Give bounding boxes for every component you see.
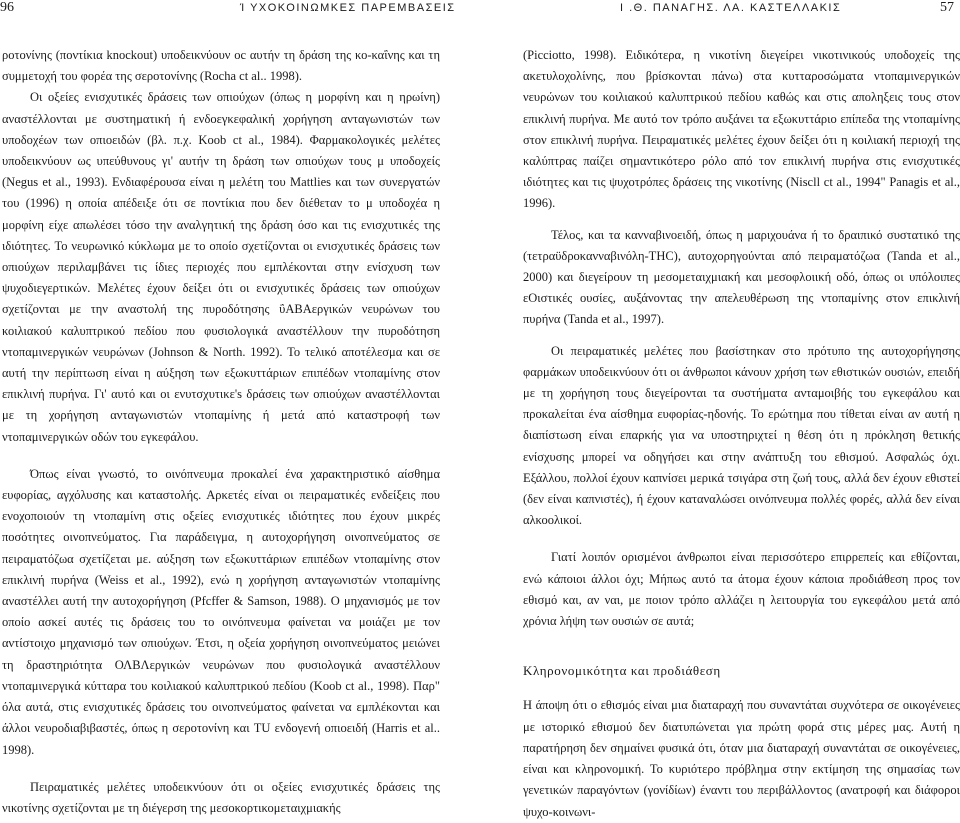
- left-paragraph-2: Οι οξείες ενισχυτικές δράσεις των οπιούχων (όπως η μορφίνη και η ηρωίνη) αναστέλλονται με συστηματική ή ενδοεγκεφαλική χορήγηση ανταγωνιστών των υποδοχέων των οπιοειδών (βλ. π.χ. Koob ct al., 1984). Φαρμακολογικές μελέτες υποδεικνύουν ως υπεύθυνους γι' αυτήν τη δράση των οπιούχων τους μ υποδοχείς (Negus et al., 1993). Ενδιαφέρουσα είναι η μελέτη του Mattlies και των συνεργατών του (1996) η οποία απέδειξε ότι σε ποντίκια που δεν διέθεταν το μ υποδοχέα η μορφίνη είχε απωλέσει τόσο την αναλγητική της δράση όσο και τις ενισχυτικές της ιδιότητες. Το νευρωνικό κύκλωμα με το οποίο σχετίζονται οι ενισχυτικές δράσεις των οπιούχων περιλαμβάνει τις ίδιες περιοχές που εμπλέκονται στην ενίσχυση των ψυχοδιεγερτικών. Μελέτες έχουν δείξει ότι οι ενισχυτικές δράσεις των οπιούχων σχετίζονται με την αναστολή της πυροδότησης ΰΑΒΑεργικών νευρώνων του κοιλιακού καλυπτρικού πεδίου που φυσιολογικά αναστέλλουν την πυροδότηση ντοπαμινεργικών νευρώνων (Johnson & North. 1992). Το τελικό αποτέλεσμα και σε αυτή την περίπτωση είναι η αύξηση των εξωκυττάριων επιπέδων ντοπαμίνης στον επικλινή πυρήνα. Γι' αυτό και οι ενυτσχυτικε's δράσεις των οπιούχων αναστέλλονται με τη χορήγηση ανταγωνιστών ντοπαμίνης ή μετά από καταστροφή των ντοπαμινεργικών οδών του εγκεφάλου.: [2, 90, 440, 444]
- section-heading: Κληρονομικότητα και προδιάθεση: [523, 663, 721, 679]
- running-title-right: Ι .Θ. ΠΑΝΑΓΗΣ. ΛΑ. ΚΑΣΤΕΛΛΑΚΙΣ: [620, 2, 842, 14]
- right-paragraph-1: (Picciotto, 1998). Ειδικότερα, η νικοτίνη διεγείρει νικοτινικούς υποδοχείς της ακετυλοχολίνης, που βρίσκονται πάνω) στα κυτταροσώματα ντοπαμινεργικών νευρώνων του κοιλιακού καλυπτρικού πεδίου καθώς και στις αποληξεις τους στον επικλινή πυρήνα. Με αυτό τον τρόπο αυξάνει τα εξωκυττάριο επίπεδα της ντοπαμίνης στον επικλινή πυρήνα. Πειραματικές μελέτες έχουν δείξει ότι η κοιλιακή περιοχή της καλύπτρας παίζει σημαντικότερο ρόλο από τον επικλινή πυρήνα στις ενισχυτικές ιδιότητες και τις ψυχοτρόπες δράσεις της νικοτίνης (Niscll ct al., 1994" Panagis et al., 1996).: [523, 48, 960, 211]
- running-title-left: Ί ΥΧΟΚΟΙΝΩΜΚΕΣ ΠΑΡΕΜΒΑΣΕΙΣ: [240, 2, 456, 14]
- left-column: [2, 45, 440, 819]
- page-number-left: 96: [0, 0, 14, 15]
- right-column: [523, 45, 960, 823]
- left-paragraph-1: ροτονίνης (ποντίκια knockout) υποδεικνύουν oc αυτήν τη δράση της κο-καΐνης και τη συμμετοχή του φορέα της σεροτονίνης (Rocha ct al.. 1998).: [2, 48, 440, 84]
- page-header: [0, 0, 960, 28]
- page-number-right: 57: [940, 0, 954, 15]
- right-paragraph-5: Η άποψη ότι ο εθισμός είναι μια διαταραχή που συναντάται συχνότερα σε οικογένειες με ιστορικό εθισμού δεν διατυπώνεται για πρώτη φορά στις μέρες μας. Αυτή η παρατήρηση δεν σημαίνει φυσικά ότι, όταν μια διαταραχή συναντάται σε οικογένειες, είναι και κληρονομική. Το κυριότερο πρόβλημα στην εκτίμηση της σημασίας των γενετικών παραγόντων (γονίδίων) έναντι του περιβάλλοντος (ανατροφή και διάφοροι ψυχο-κοινωνι-: [523, 698, 960, 819]
- left-paragraph-4: Πειραματικές μελέτες υποδεικνύουν ότι οι οξείες ενισχυτικές δράσεις της νικοτίνης σχετίζονται με τη διέγερση της μεσοκορτικομεταιχμιακής: [2, 779, 440, 815]
- right-paragraph-3: Οι πειραματικές μελέτες που βασίστηκαν στο πρότυπο της αυτοχορήγησης φαρμάκων υποδεικνύουν ότι οι άνθρωποι κάνουν χρήση των εθιστικών ουσιών, επειδή με τη χορήγηση τους διεγείρονται τα συστήματα ανταμοιβής του εγκεφάλου και προκαλείται ένα αίσθημα ευφορίας-ηδονής. Το ερώτημα που τίθεται είναι αν αυτή η διαπίστωση είναι επαρκής για να υποστηριχτεί η θέση ότι η πρόκληση θετικής ενίσχυσης μπορεί να οδηγήσει και στην ανάπτυξη του εθισμού. Ασφαλώς όχι. Εξάλλου, πολλοί έχουν καπνίσει μερικά τσιγάρα στη ζωή τους, αλλά δεν έχουν εθιστεί (δεν είναι καπνιστές), ή έχουν καταναλώσει οινόπνευμα πολλές φορές, αλλά δεν είναι αλκοολικοί.: [523, 343, 960, 528]
- right-paragraph-2: Τέλος, και τα κανναβινοειδή, όπως η μαριχουάνα ή το δραιπικό συστατικό της (τετραϋδροκανναβινόλη-THC), αυτοχορηγούνται από πειραματόζωα (Tanda et al., 2000) και διεγείρουν τη μεσομεταιχμιακή και μεσοφλοιική οδό, όπως οι υπόλοιπες εΟιστικές ουσίες, αυξάνοντας την απελευθέρωση της ντοπαμίνης στον επικλινή πυρήνα (Tanda et al., 1997).: [523, 227, 960, 327]
- right-paragraph-4: Γιατί λοιπόν ορισμένοι άνθρωποι είναι περισσότερο επιρρεπείς και εθίζονται, ενώ κάποιοι άλλοι όχι; Μήπως αυτό τα άτομα έχουν κάποια προδιάθεση προς τον εθισμό και, αν ναι, με ποιον τρόπο αλλάζει η λειτουργία του εγκεφάλου μετά από χρόνια λήψη των ουσιών σε αυτά;: [523, 550, 960, 629]
- left-paragraph-3: Όπως είναι γνωστό, το οινόπνευμα προκαλεί ένα χαρακτηριστικό αίσθημα ευφορίας, αγχόλυσης και καταστολής. Αρκετές είναι οι πειραματικές ενδείξεις που ενοχοποιούν τη ντοπαμίνη στις οξείες ενισχυτικές ιδιότητες που έχουν μικρές ποσότητες οινοπνεύματος. Για παράδειγμα, η αυτοχορήγηση οινοπνεύματος σε πειραματόζωα σχετίζεται με. αύξηση των εξωκυττάριων επιπέδων ντοπαμίνης στον επικλινή πυρήνα (Weiss et al., 1992), ενώ η χορήγηση ανταγωνιστών ντοπαμίνης αναστέλλει αυτή την αυτοχορήγηση (Pfcffer & Samson, 1988). Ο μηχανισμός με τον οποίο ασκεί αυτές τις δράσεις του το οινόπνευμα φαίνεται να μοιάζει με τον αντίστοιχο μηχανισμό των οπιούχων. Έτσι, η οξεία χορήγηση οινοπνεύματος μειώνει τη δραστηριότητα ΟΛΒΛεργικών νευρώνων που φυσιολογικά αναστέλλουν ντοπαμινεργικά κύτταρα του κοιλιακού καλυπτρικού πεδίου (Koob ct al., 1998). Παρ" όλα αυτά, στις ενισχυτικές δράσεις του οινοπνεύματος φαίνεται να εμπλέκονται και άλλοι νευροδιαβιβαστές, όπως η σεροτονίνη και TU ενδογενή οπιοειδή (Harris et al.. 1998).: [2, 466, 440, 757]
